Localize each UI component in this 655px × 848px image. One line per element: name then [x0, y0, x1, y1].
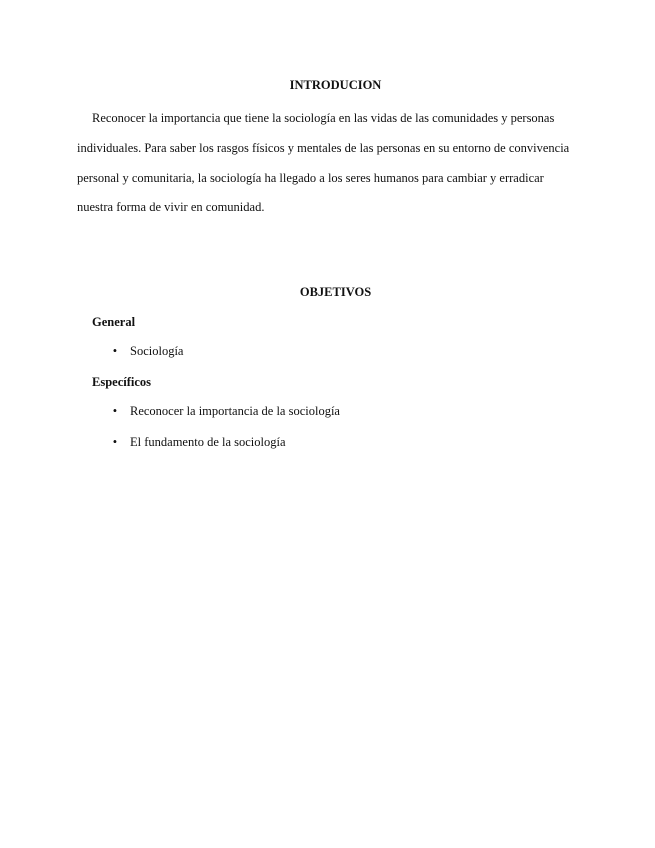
- bullet-icon: •: [112, 344, 118, 358]
- bullet-icon: •: [112, 404, 118, 418]
- specific-objectives-heading: Específicos: [92, 375, 152, 389]
- list-item-text: Reconocer la importancia de la sociología: [130, 404, 340, 418]
- objectives-title: OBJETIVOS: [299, 285, 372, 299]
- specific-objectives-list: [110, 403, 340, 465]
- list-item: [110, 343, 183, 359]
- list-item: [110, 403, 340, 419]
- list-item-text: El fundamento de la sociología: [130, 435, 286, 449]
- introduction-title: INTRODUCION: [289, 78, 382, 92]
- list-item: [110, 434, 340, 450]
- introduction-paragraph: Reconocer la importancia que tiene la sociología en las vidas de las comunidades y personas individuales. Para saber los rasgos físicos y mentales de las personas en su entorno de convivencia personal y comunitaria, la sociología ha llegado a los seres humanos para cambiar y erradicar nuestra forma de vivir en comunidad.: [77, 111, 570, 215]
- list-item-text: Sociología: [130, 344, 184, 358]
- bullet-icon: •: [112, 435, 118, 449]
- general-objectives-list: [110, 343, 183, 374]
- general-objective-heading: General: [92, 315, 136, 329]
